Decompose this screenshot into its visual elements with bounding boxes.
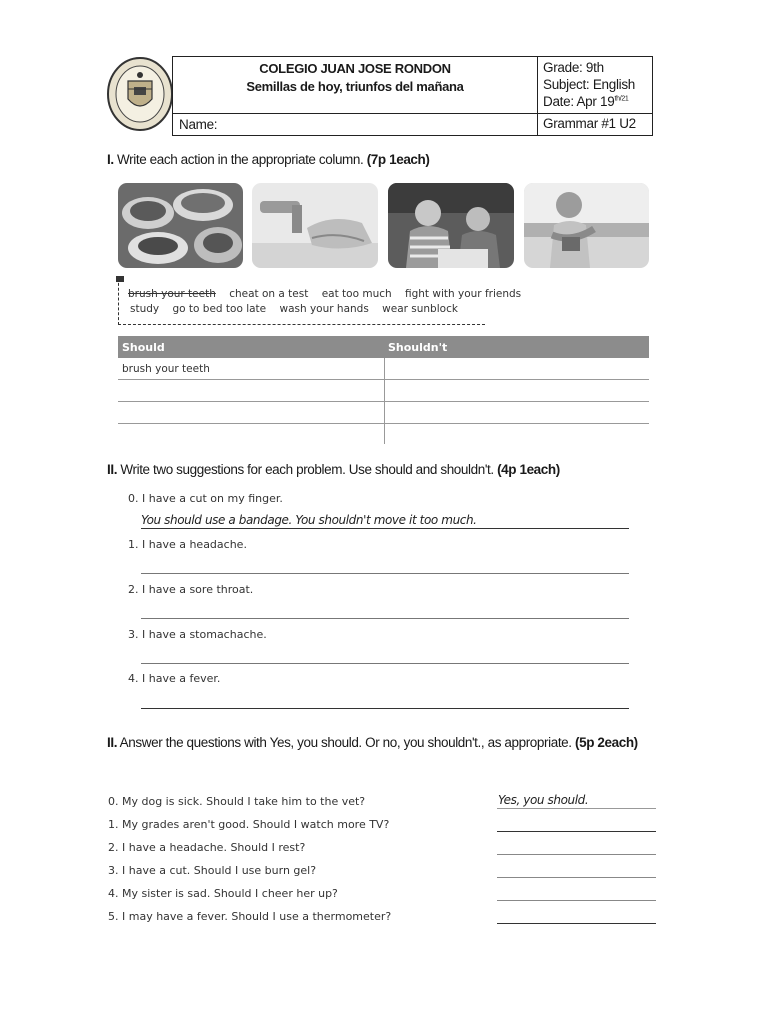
section-2-title: II. Write two suggestions for each problem. Use should and shouldn't. (4p 1each) (107, 462, 560, 477)
answer-line (141, 528, 629, 529)
example-answer: You should use a bandage. You shouldn't move it too much. (141, 513, 477, 527)
problem-3: 3. I have a stomachache. (128, 628, 267, 641)
answer-line[interactable] (141, 708, 629, 709)
question-5: 5. I may have a fever. Should I use a thermometer? (108, 910, 392, 923)
answer-line[interactable] (141, 573, 629, 574)
answer-line[interactable] (497, 877, 656, 878)
problem-example: 0. I have a cut on my finger. (128, 492, 283, 505)
answer-line[interactable] (141, 663, 629, 664)
table-row: brush your teeth (118, 358, 649, 380)
question-2: 2. I have a headache. Should I rest? (108, 841, 306, 854)
word-bed: go to bed too late (172, 303, 267, 315)
grade-label: Grade: 9th (543, 60, 604, 75)
section-3-title: II. Answer the questions with Yes, you should. Or no, you shouldn't., as appropriate. (5p 2each) (107, 735, 638, 750)
students-studying-photo (388, 183, 514, 268)
column-shouldnt: Shouldn't (388, 341, 448, 354)
school-logo (106, 55, 174, 133)
column-should: Should (122, 341, 165, 354)
question-0-answer: Yes, you should. (498, 793, 589, 807)
word-wash: wash your hands (279, 303, 369, 315)
question-3: 3. I have a cut. Should I use burn gel? (108, 864, 317, 877)
word-bank-row-2 (130, 303, 468, 315)
sunscreen-photo (524, 183, 649, 268)
question-4: 4. My sister is sad. Should I cheer her up? (108, 887, 338, 900)
header-table (172, 56, 653, 136)
answer-line[interactable] (497, 854, 656, 855)
hand-washing-photo (252, 183, 378, 268)
word-sunblock: wear sunblock (382, 303, 458, 315)
answer-line[interactable] (497, 831, 656, 832)
table-header (118, 336, 649, 358)
word-eat: eat too much (321, 288, 392, 300)
problem-1: 1. I have a headache. (128, 538, 247, 551)
worksheet-label: Grammar #1 U2 (543, 116, 636, 131)
word-bank-box (118, 278, 485, 325)
answer-line[interactable] (141, 618, 629, 619)
problem-4: 4. I have a fever. (128, 672, 221, 685)
question-1: 1. My grades aren't good. Should I watch more TV? (108, 818, 390, 831)
answer-line[interactable] (497, 900, 656, 901)
word-cheat: cheat on a test (229, 288, 309, 300)
problem-2: 2. I have a sore throat. (128, 583, 254, 596)
answer-line[interactable] (497, 923, 656, 924)
question-0: 0. My dog is sick. Should I take him to the vet? (108, 795, 366, 808)
date-label: Date: Apr $19^{th/21}$ (543, 94, 629, 109)
subject-label: Subject: English (543, 77, 636, 92)
section-1-title: I. Write each action in the appropriate column. (7p 1each) (107, 152, 430, 167)
should-table (118, 336, 649, 445)
word-brush-teeth: brush your teeth (128, 288, 216, 300)
food-photo (118, 183, 243, 268)
school-motto: Semillas de hoy, triunfos del mañana (246, 79, 464, 94)
word-fight: fight with your friends (405, 288, 522, 300)
word-study: study (130, 303, 160, 315)
name-field-label: Name: (179, 117, 218, 132)
school-name: COLEGIO JUAN JOSE RONDON (259, 61, 451, 76)
answer-line (497, 808, 656, 809)
word-bank-row-1 (128, 288, 531, 300)
